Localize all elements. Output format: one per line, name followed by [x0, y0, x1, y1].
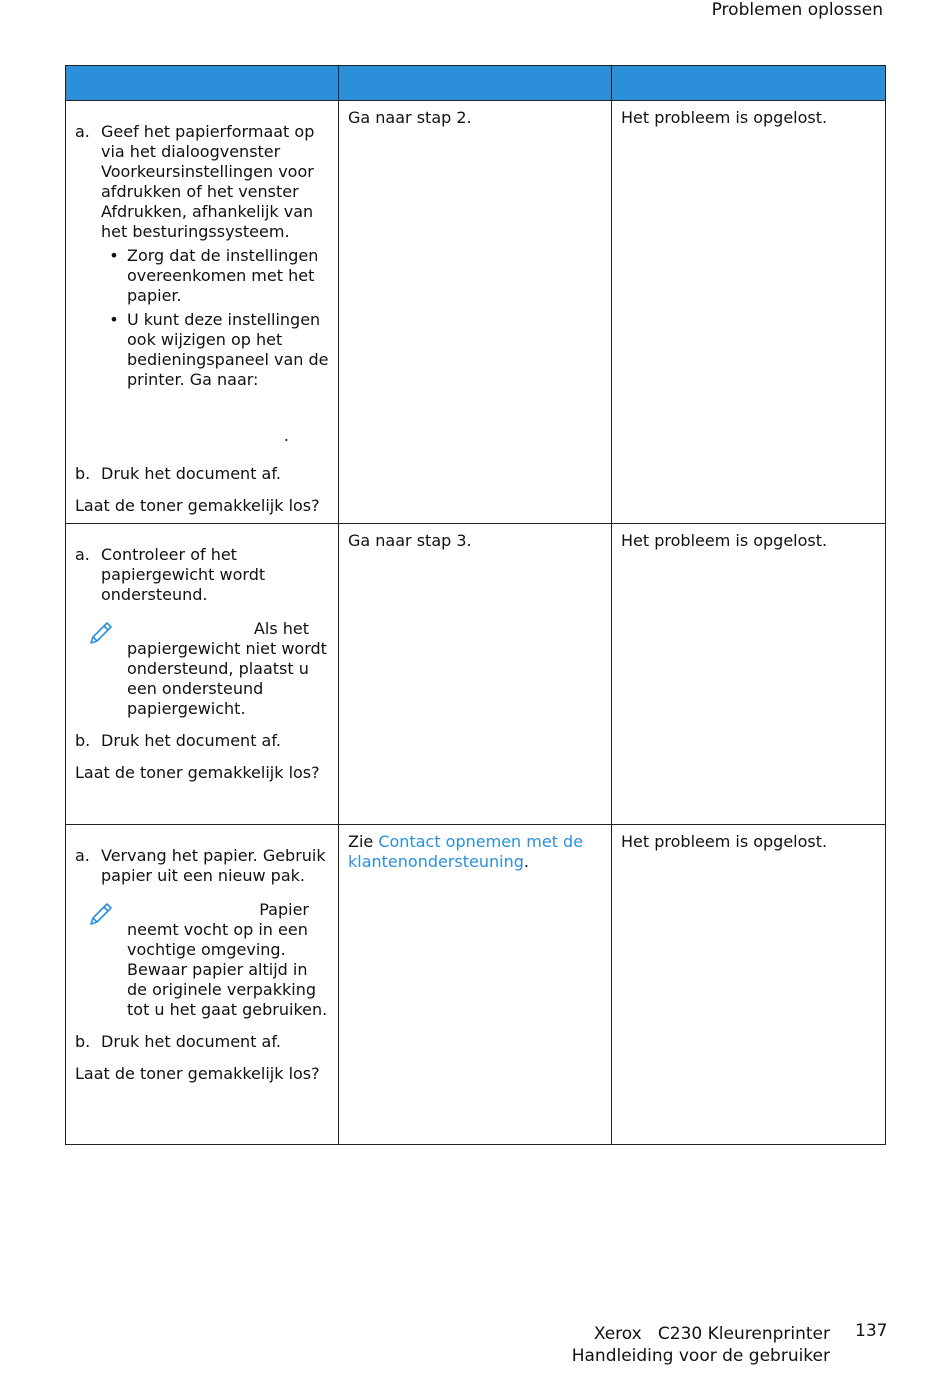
header-cell-no	[612, 66, 886, 101]
step-a: a. Geef het papierformaat op via het dialoogvenster Voorkeursinstellingen voor afdrukken of het venster Afdrukken, afhankelijk van het besturingssysteem. • Zorg dat de instellingen overeenkomen met het papier. • U kunt deze instellingen ook wijzigen op het bedieningspaneel van de printer. Ga naar: .	[75, 122, 329, 445]
yes-cell: Ga naar stap 2.	[339, 101, 612, 524]
action-cell	[66, 101, 339, 524]
question-text: Laat de toner gemakkelijk los?	[75, 496, 320, 515]
header-cell-yes	[339, 66, 612, 101]
question-text: Laat de toner gemakkelijk los?	[75, 1064, 320, 1083]
step-b-text: Druk het document af.	[101, 464, 281, 483]
step-a: a. Controleer of het papiergewicht wordt ondersteund.	[75, 545, 329, 605]
yes-cell: Ga naar stap 3.	[339, 524, 612, 825]
bullet-item: • U kunt deze instellingen ook wijzigen op het bedieningspaneel van de printer. Ga naar:	[109, 310, 329, 389]
note-block	[87, 619, 329, 719]
note-block	[87, 900, 329, 1020]
menu-path-period: .	[283, 426, 289, 445]
pencil-icon	[87, 619, 127, 719]
step-b: b. Druk het document af.	[75, 1032, 329, 1052]
action-cell	[66, 825, 339, 1145]
table-header-row	[66, 66, 886, 101]
troubleshooting-table	[65, 65, 886, 1145]
footer-product: Xerox C230 Kleurenprinter	[593, 1324, 830, 1344]
note-text: papiergewicht niet wordt ondersteund, plaatst u een ondersteund papiergewicht.	[127, 639, 327, 718]
question-text: Laat de toner gemakkelijk los?	[75, 763, 320, 782]
table-row	[66, 101, 886, 524]
step-b-text: Druk het document af.	[101, 731, 281, 750]
note-lead: Als het	[253, 619, 309, 638]
header-cell-action	[66, 66, 339, 101]
step-b: b. Druk het document af.	[75, 731, 329, 751]
no-cell: Het probleem is opgelost.	[612, 524, 886, 825]
note-lead: Papier	[259, 900, 309, 919]
no-cell: Het probleem is opgelost.	[612, 101, 886, 524]
table-row	[66, 825, 886, 1145]
step-a: a. Vervang het papier. Gebruik papier uit een nieuw pak.	[75, 846, 329, 886]
action-cell	[66, 524, 339, 825]
bullet-item: • Zorg dat de instellingen overeenkomen met het papier.	[109, 246, 319, 305]
footer-guide: Handleiding voor de gebruiker	[571, 1346, 830, 1366]
yes-cell: Zie Contact opnemen met de klantenondersteuning.	[339, 825, 612, 1145]
note-text: neemt vocht op in een vochtige omgeving. Bewaar papier altijd in de originele verpakking tot u het gaat gebruiken.	[127, 920, 328, 1019]
pencil-icon	[87, 900, 127, 1020]
contact-support-link[interactable]: Contact opnemen met de klantenondersteuning	[348, 832, 584, 871]
footer	[572, 1323, 830, 1367]
page-number: 137	[855, 1321, 888, 1341]
step-a-text: Controleer of het papiergewicht wordt ondersteund.	[101, 545, 266, 604]
step-a-text: Vervang het papier. Gebruik papier uit een nieuw pak.	[101, 846, 326, 885]
step-a-text: Geef het papierformaat op via het dialoogvenster Voorkeursinstellingen voor afdrukken of het venster Afdrukken, afhankelijk van het besturingssysteem.	[101, 122, 315, 241]
running-title: Problemen oplossen	[711, 0, 883, 20]
no-cell: Het probleem is opgelost.	[612, 825, 886, 1145]
step-b-text: Druk het document af.	[101, 1032, 281, 1051]
step-b: b. Druk het document af.	[75, 464, 329, 484]
table-row	[66, 524, 886, 825]
